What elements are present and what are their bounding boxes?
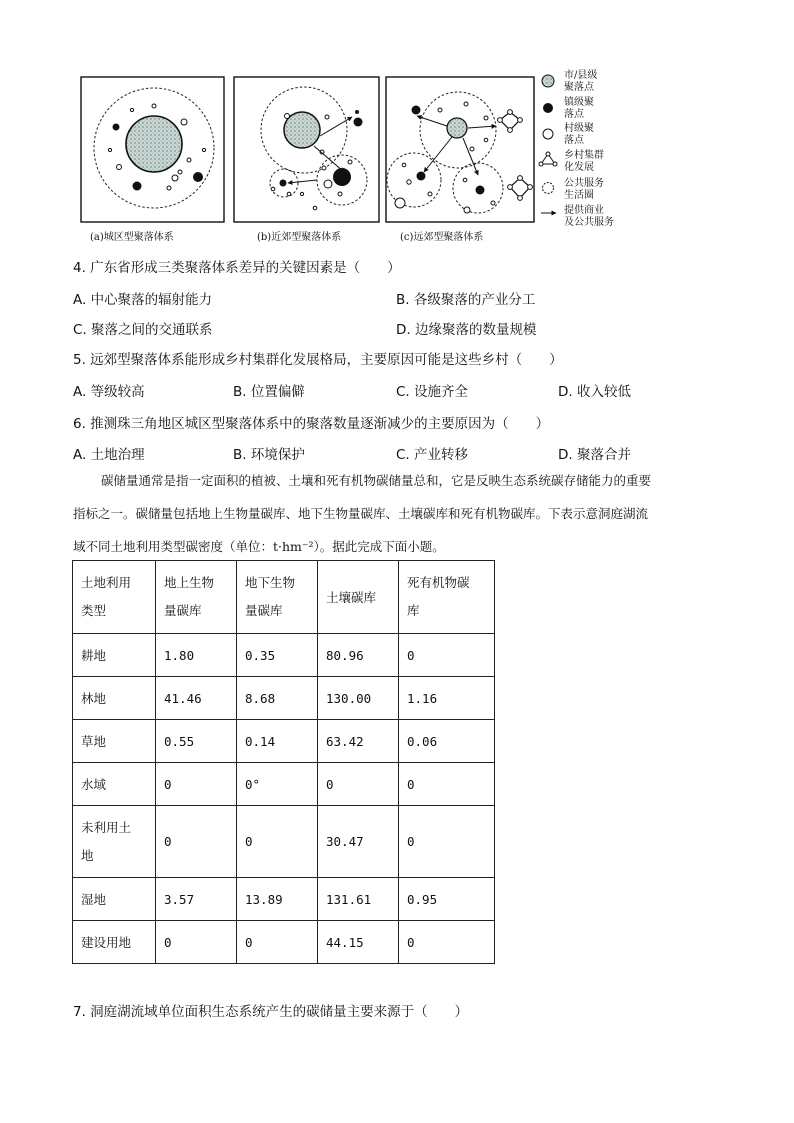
cell-above: 1.80 [156, 634, 237, 677]
cell-type: 草地 [73, 720, 156, 763]
village-settlement-icon [543, 129, 553, 139]
cell-above: 0 [156, 763, 237, 806]
village-cluster-icon [539, 152, 557, 166]
cell-type: 湿地 [73, 878, 156, 921]
cell-soil: 63.42 [318, 720, 399, 763]
cell-above: 41.46 [156, 677, 237, 720]
q4-option-c[interactable]: C. 聚落之间的交通联系 [73, 322, 213, 338]
panel-c-exurban-system [386, 77, 534, 222]
cell-soil: 44.15 [318, 921, 399, 964]
q5-option-b[interactable]: B. 位置偏僻 [233, 384, 305, 400]
q6-option-c[interactable]: C. 产业转移 [396, 447, 469, 463]
header-soil: 土壤碳库 [318, 561, 399, 634]
town-settlement-icon [543, 103, 553, 113]
cell-above: 3.57 [156, 878, 237, 921]
question-6-stem: 6. 推测珠三角地区城区型聚落体系中的聚落数量逐渐减少的主要原因为（ ） [73, 416, 550, 432]
q4-option-d[interactable]: D. 边缘聚落的数量规模 [396, 322, 537, 338]
cell-dead: 0 [399, 763, 495, 806]
public-service-circle-icon [543, 183, 554, 194]
panel-a-urban-system [81, 77, 224, 222]
carbon-density-table [72, 560, 495, 964]
cell-type: 林地 [73, 677, 156, 720]
question-4-stem: 4. 广东省形成三类聚落体系差异的关键因素是（ ） [73, 260, 401, 276]
header-land-use-type: 土地利用 类型 [73, 561, 156, 634]
table-row [73, 921, 495, 964]
cell-above: 0.55 [156, 720, 237, 763]
cell-below: 0 [237, 806, 318, 878]
q6-option-b[interactable]: B. 环境保护 [233, 447, 305, 463]
table-row [73, 720, 495, 763]
q5-option-a[interactable]: A. 等级较高 [73, 384, 145, 400]
cell-below: 8.68 [237, 677, 318, 720]
question-7-stem: 7. 洞庭湖流域单位面积生态系统产生的碳储量主要来源于（ ） [73, 1004, 469, 1020]
header-dead-organic: 死有机物碳 库 [399, 561, 495, 634]
table-header-row [73, 561, 495, 634]
table-row [73, 763, 495, 806]
q6-option-d[interactable]: D. 聚落合并 [558, 447, 631, 463]
cell-above: 0 [156, 921, 237, 964]
q6-option-a[interactable]: A. 土地治理 [73, 447, 145, 463]
caption-c: (c)远郊型聚落体系 [400, 232, 484, 243]
cell-type: 水域 [73, 763, 156, 806]
caption-a: (a)城区型聚落体系 [90, 232, 174, 243]
question-5-stem: 5. 远郊型聚落体系能形成乡村集群化发展格局，主要原因可能是这些乡村（ ） [73, 352, 563, 368]
table-row [73, 878, 495, 921]
cell-dead: 0 [399, 806, 495, 878]
q5-option-c[interactable]: C. 设施齐全 [396, 384, 469, 400]
cell-type: 建设用地 [73, 921, 156, 964]
header-below-ground: 地下生物 量碳库 [237, 561, 318, 634]
legend-service-arrow: 提供商业 及公共服务 [564, 205, 614, 228]
cell-type: 耕地 [73, 634, 156, 677]
legend-public-service: 公共服务 生活圈 [564, 178, 604, 201]
carbon-passage: 碳储量通常是指一定面积的植被、土壤和死有机物碳储量总和，它是反映生态系统碳存储能力的重要 指标之一。碳储量包括地上生物量碳库、地下生物量碳库、土壤碳库和死有机物碳库。下表示意洞庭湖流 域不同土地利用类型碳密度（单位：t·hm⁻²）。据此完成下面小题。 [73, 473, 652, 554]
cell-below: 0.35 [237, 634, 318, 677]
cell-soil: 130.00 [318, 677, 399, 720]
cell-below: 0 [237, 921, 318, 964]
cell-dead: 0.95 [399, 878, 495, 921]
panel-b-suburban-system [234, 77, 379, 222]
q4-option-b[interactable]: B. 各级聚落的产业分工 [396, 292, 536, 308]
cell-soil: 80.96 [318, 634, 399, 677]
legend-village: 村级聚 落点 [564, 123, 594, 146]
cell-soil: 131.61 [318, 878, 399, 921]
cell-dead: 1.16 [399, 677, 495, 720]
table-row [73, 677, 495, 720]
header-above-ground: 地上生物 量碳库 [156, 561, 237, 634]
cell-below: 13.89 [237, 878, 318, 921]
cell-dead: 0 [399, 921, 495, 964]
legend-city-county: 市/县级 聚落点 [564, 70, 598, 93]
legend-village-cluster: 乡村集群 化发展 [564, 150, 604, 173]
city-county-settlement-icon [542, 75, 554, 87]
legend-town: 镇级聚 落点 [564, 97, 594, 120]
cell-soil: 30.47 [318, 806, 399, 878]
cell-above: 0 [156, 806, 237, 878]
cell-dead: 0 [399, 634, 495, 677]
cell-below: 0° [237, 763, 318, 806]
cell-type: 未利用土 地 [73, 806, 156, 878]
q5-option-d[interactable]: D. 收入较低 [558, 384, 631, 400]
city-center-settlement [126, 116, 182, 172]
settlement-systems-figure [74, 70, 624, 245]
cell-dead: 0.06 [399, 720, 495, 763]
legend [539, 75, 557, 213]
q4-option-a[interactable]: A. 中心聚落的辐射能力 [73, 292, 213, 308]
table-row [73, 634, 495, 677]
caption-b: (b)近郊型聚落体系 [257, 232, 342, 243]
cell-soil: 0 [318, 763, 399, 806]
cell-below: 0.14 [237, 720, 318, 763]
table-row [73, 806, 495, 878]
